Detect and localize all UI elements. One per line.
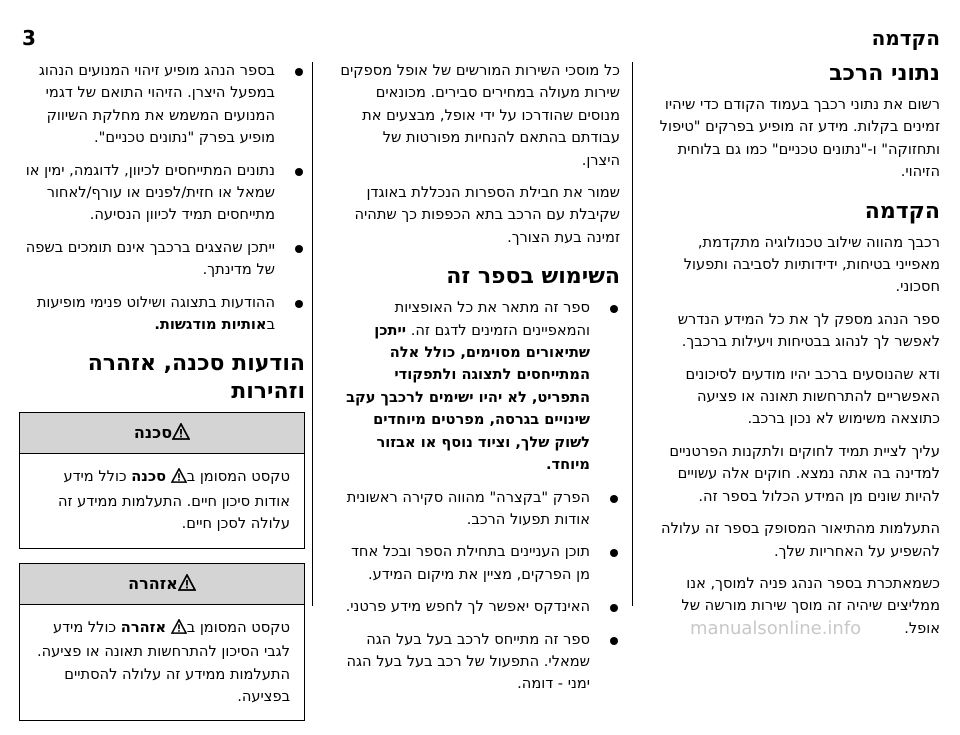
paragraph: רשום את נתוני רכבך בעמוד הקודם כדי שיהיו זמינים בקלות. מידע זה מופיע בפרקים "טיפול ותחזוקה" ו-"נתונים טכניים" כמו גם בלוחית הזיהוי. xyxy=(659,96,940,181)
paragraph: רכבך מהווה שילוב טכנולוגיה מתקדמת, מאפייני בטיחות, ידידותיות לסביבה ותפעול חסכוני. xyxy=(683,233,940,296)
bullet-icon xyxy=(295,68,303,76)
list-item: ספר זה מתאר את כל האופציות והמאפיינים הזמינים לדגם זה. ייתכן שתיאורים מסוימים, כולל אלה המתייחסים לתצוגה ולתפקודי התפריט, לא יהיו ישימים לרכבך עקב שינויים בגרסה, מפרטים מיוחדים לשוק שלך, וציוד נוסף או אבזור מיוחד. xyxy=(340,297,620,476)
list-item: נתונים המתייחסים לכיוון, לדוגמה, ימין או שמאל או חזית/לפנים או עורף/לאחור מתייחסים תמיד לכיוון הנסיעה. xyxy=(19,160,305,227)
list-item: תוכן העניינים בתחילת הספר ובכל אחד מן הפרקים, מציין את מיקום המידע. xyxy=(340,541,620,586)
column-divider xyxy=(312,62,313,606)
paragraph: ספר הנהג מספק לך את כל המידע הנדרש לאפשר לך לנהוג בבטיחות ויעילות ברכבך. xyxy=(677,310,940,351)
paragraph: כל מוסכי השירות המורשים של אופל מספקים שירות מעולה במחירים סבירים. מכונאים מנוסים שהודרכו על ידי אופל, מבצעים את עבודתם בהתאם להנחיות מפורטות של היצרן. xyxy=(340,62,620,169)
page-title: הקדמה xyxy=(871,26,940,50)
danger-box xyxy=(19,412,305,548)
warning-triangle-icon xyxy=(171,619,187,641)
vehicle-data-heading: נתוני הרכב xyxy=(829,61,940,86)
bullet-icon xyxy=(610,549,618,557)
left-column xyxy=(19,60,305,735)
list-item: ייתכן שהצגים ברכבך אינם תומכים בשפה של מדינתך. xyxy=(19,237,305,282)
warning-box xyxy=(19,563,305,722)
list-item: ההודעות בתצוגה ושילוט פנימי מופיעות באותיות מודגשות. xyxy=(19,292,305,337)
warning-triangle-icon xyxy=(171,468,187,490)
notices-heading: הודעות סכנה, אזהרה וזהירות xyxy=(87,351,305,405)
middle-column xyxy=(340,60,620,706)
paragraph: שמור את חבילת הספרות הנכללת באוגדן שקיבלת עם הרכב בתא הכפפות כך שתהיה זמינה בעת הצורך. xyxy=(354,184,620,246)
using-this-manual-heading: השימוש בספר זה xyxy=(446,264,620,290)
bullet-icon xyxy=(295,168,303,176)
warning-box-text: טקסט המסומן ב אזהרה כולל מידע לגבי הסיכון להתרחשות תאונה או פציעה. התעלמות ממידע זה עלולה להסתיים בפציעה. xyxy=(36,618,290,705)
bullet-list xyxy=(19,60,305,336)
danger-box-header: סכנה xyxy=(20,413,304,454)
watermark: manualsonline.info xyxy=(690,618,862,639)
warning-box-header: אזהרה xyxy=(20,564,304,605)
danger-box-text: טקסט המסומן ב סכנה כולל מידע אודות סיכון חיים. התעלמות ממידע זה עלולה לסכן חיים. xyxy=(57,468,290,533)
bullet-icon xyxy=(610,604,618,612)
bullet-icon xyxy=(295,300,303,308)
bullet-icon xyxy=(610,637,618,645)
list-item: ספר זה מתייחס לרכב בעל בעל הגה שמאלי. התפעול של רכב בעל בעל הגה ימני - דומה. xyxy=(340,629,620,696)
list-item: האינדקס יאפשר לך לחפש מידע פרטני. xyxy=(340,596,620,618)
column-divider xyxy=(632,62,633,606)
bullet-icon xyxy=(295,245,303,253)
introduction-heading: הקדמה xyxy=(864,198,940,224)
bullet-icon xyxy=(610,495,618,503)
paragraph: התעלמות מהתיאור המסופק בספר זה עלולה להשפיע על האחריות שלך. xyxy=(661,520,940,560)
warning-triangle-icon xyxy=(178,566,196,606)
paragraph: כשמאתכרת בספר הנהג פניה למוסך, אנו ממליצים שיהיה זה מוסך שירות מורשה של אופל. xyxy=(681,574,940,637)
bullet-list xyxy=(340,297,620,696)
list-item: הפרק "בקצרה" מהווה סקירה ראשונית אודות תפעול הרכב. xyxy=(340,487,620,532)
list-item: בספר הנהג מופיע זיהוי המנועים הנהוג במפעל היצרן. הזיהוי התואם של דגמי המנועים המשמש את מחלקת השיווק מופיע בפרק "נתונים טכניים". xyxy=(19,60,305,150)
warning-triangle-icon xyxy=(172,415,190,455)
right-column xyxy=(654,60,940,650)
bullet-icon xyxy=(610,305,618,313)
page-number: 3 xyxy=(22,26,36,50)
paragraph: ודא שהנוסעים ברכב יהיו מודעים לסיכונים האפשריים להתרחשות תאונה או פציעה כתוצאה משימוש לא נכון ברכב. xyxy=(685,365,940,428)
paragraph: עליך לציית תמיד לחוקים ולתקנות הפרטניים למדינה בה אתה נמצא. חוקים אלה עשויים להיות שונים מן המידע הכלול בספר זה. xyxy=(669,442,940,505)
page-header xyxy=(0,0,960,54)
